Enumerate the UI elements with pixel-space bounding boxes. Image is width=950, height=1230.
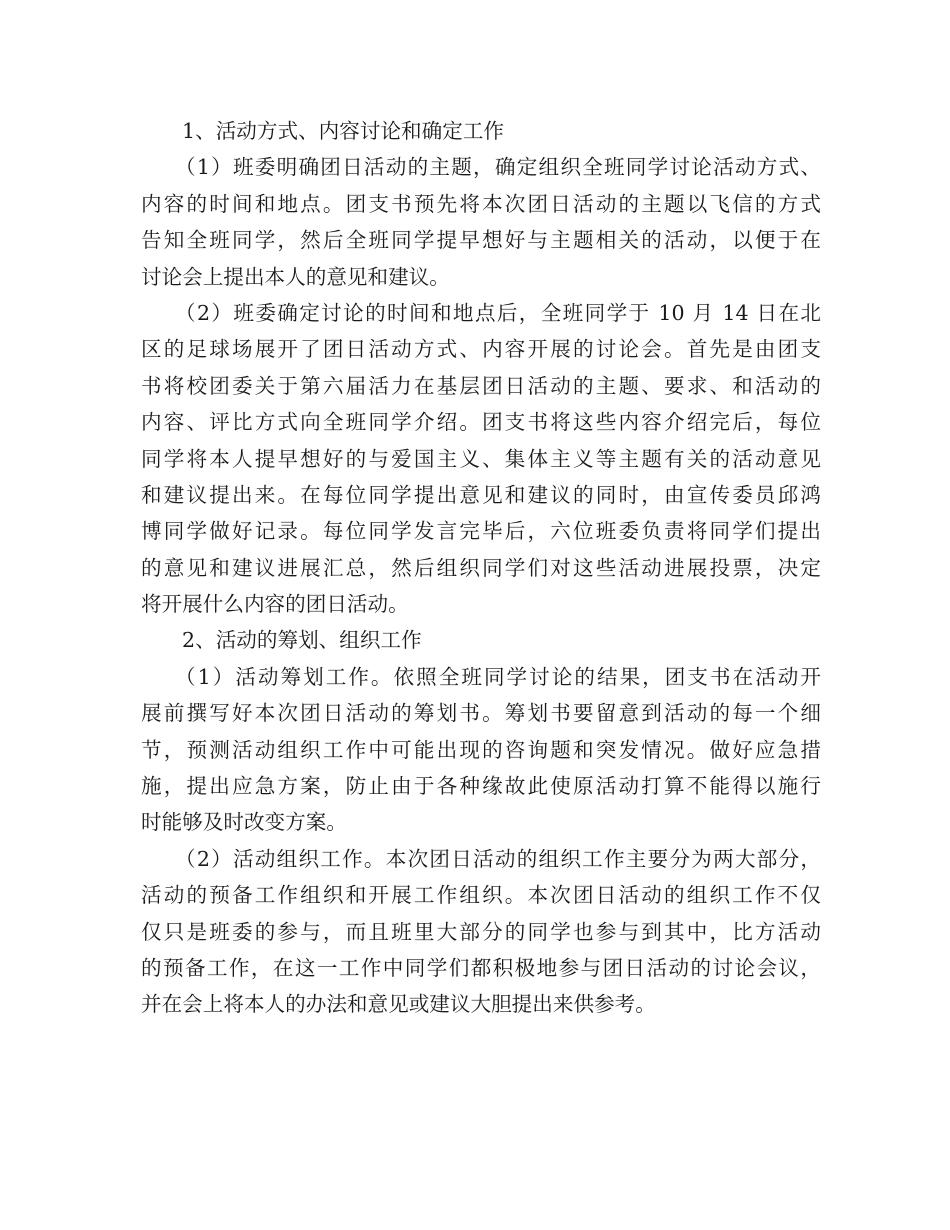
text-line: 展前撰写好本次团日活动的筹划书。筹划书要留意到活动的每一个细 (141, 701, 821, 726)
text-line: （2）活动组织工作。本次团日活动的组织工作主要分为两大部分， (175, 846, 821, 871)
text-line: 告知全班同学，然后全班同学提早想好与主题相关的活动，以便于在 (141, 228, 821, 253)
text-line: 节，预测活动组织工作中可能出现的咨询题和突发情况。做好应急措 (141, 737, 821, 762)
paragraph-2-2 (141, 841, 821, 1023)
document-body (141, 113, 821, 1023)
section-heading-2 (141, 622, 821, 658)
text-line: 讨论会上提出本人的意见和建议。 (141, 264, 450, 289)
text-line: 仅只是班委的参与，而且班里大部分的同学也参与到其中，比方活动 (141, 919, 821, 944)
text-line: 内容、评比方式向全班同学介绍。团支书将这些内容介绍完后，每位 (141, 410, 821, 435)
section-heading-1 (141, 113, 821, 149)
text-line: 的预备工作，在这一工作中同学们都积极地参与团日活动的讨论会议， (141, 955, 821, 980)
text-line: 并在会上将本人的办法和意见或建议大胆提出来供参考。 (141, 992, 656, 1017)
text-line: 的意见和建议进展汇总，然后组织同学们对这些活动进展投票，决定 (141, 555, 821, 580)
text-line: 同学将本人提早想好的与爱国主义、集体主义等主题有关的活动意见 (141, 446, 821, 471)
heading-line: 1、活动方式、内容讨论和确定工作 (182, 119, 505, 143)
text-line: 区的足球场展开了团日活动方式、内容开展的讨论会。首先是由团支 (141, 337, 821, 362)
text-line: （2）班委确定讨论的时间和地点后，全班同学于 10 月 14 日在北 (175, 300, 821, 325)
paragraph-1-2 (141, 295, 821, 623)
text-line: 时能够及时改变方案。 (141, 810, 347, 835)
paragraph-2-1 (141, 659, 821, 841)
text-line: （1）班委明确团日活动的主题，确定组织全班同学讨论活动方式、 (175, 155, 821, 180)
text-line: 将开展什么内容的团日活动。 (141, 592, 409, 617)
text-line: 书将校团委关于第六届活力在基层团日活动的主题、要求、和活动的 (141, 373, 821, 398)
text-line: 施，提出应急方案，防止由于各种缘故此使原活动打算不能得以施行 (141, 774, 821, 799)
text-line: 活动的预备工作组织和开展工作组织。本次团日活动的组织工作不仅 (141, 883, 821, 908)
text-line: 内容的时间和地点。团支书预先将本次团日活动的主题以飞信的方式 (141, 191, 821, 216)
heading-line: 2、活动的筹划、组织工作 (182, 628, 422, 653)
text-line: （1）活动筹划工作。依照全班同学讨论的结果，团支书在活动开 (175, 664, 821, 689)
text-line: 博同学做好记录。每位同学发言完毕后，六位班委负责将同学们提出 (141, 519, 821, 544)
paragraph-1-1 (141, 149, 821, 295)
text-line: 和建议提出来。在每位同学提出意见和建议的同时，由宣传委员邱鸿 (141, 482, 821, 507)
